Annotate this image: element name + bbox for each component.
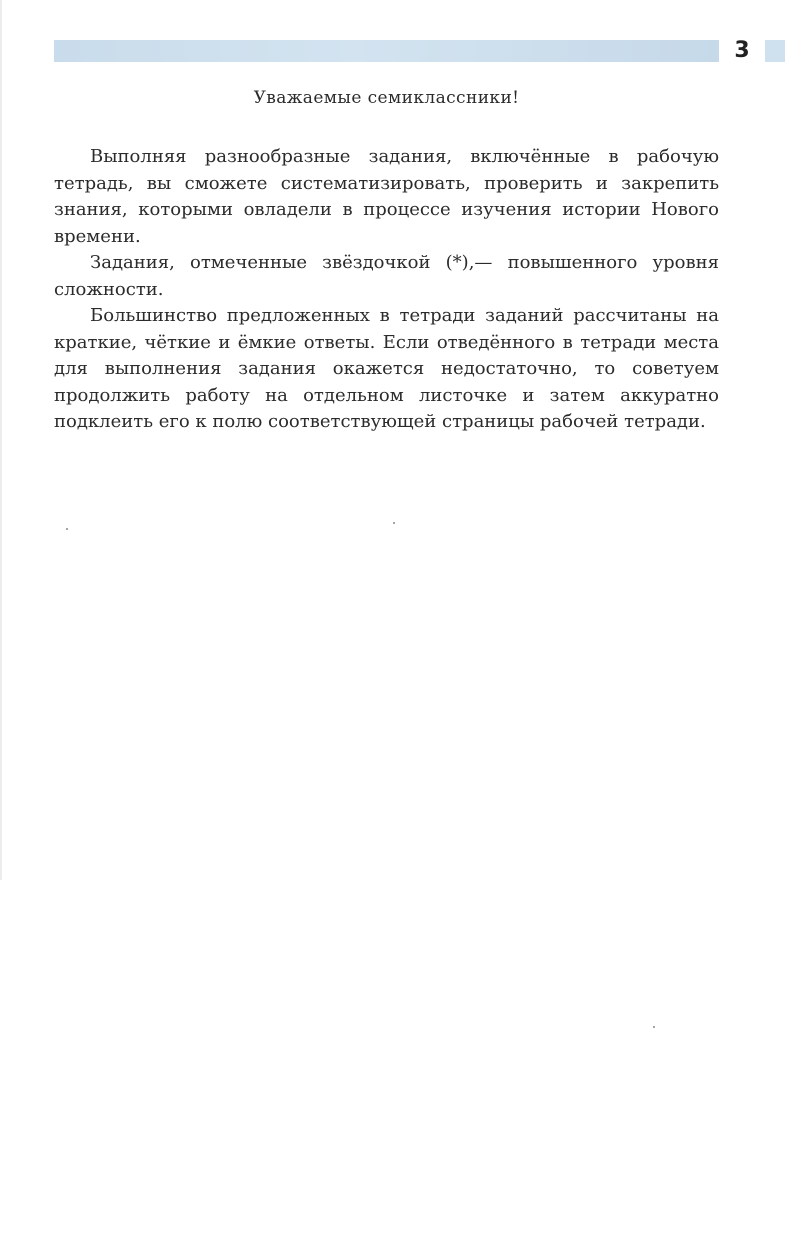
scan-speck: [66, 528, 68, 530]
page-number: 3: [734, 38, 750, 63]
header-band: [54, 40, 719, 62]
header-band-right: [765, 40, 785, 62]
paragraph-answers-advice: Большинство предложенных в тетради заданий рассчитаны на краткие, чёткие и ёмкие ответы. Если отведённого в тетради места для выполнения задания окажется недостаточно, то советуем продолжить работу на отдельном листочке и затем аккуратно подклеить его к полю соответствующей страницы рабочей тетради.: [54, 305, 719, 432]
scan-speck: [653, 1026, 655, 1028]
body-text: [54, 144, 719, 436]
scan-speck: [393, 522, 395, 524]
paragraph-asterisk-note: Задания, отмеченные звёздочкой (*),— повышенного уровня сложности.: [54, 252, 719, 300]
page-title: Уважаемые семиклассники!: [253, 88, 520, 108]
page-left-edge: [0, 0, 2, 880]
paragraph-intro: Выполняя разнообразные задания, включённые в рабочую тетрадь, вы сможете систематизировать, проверить и закрепить знания, которыми овладели в процессе изучения истории Нового времени.: [54, 146, 719, 247]
